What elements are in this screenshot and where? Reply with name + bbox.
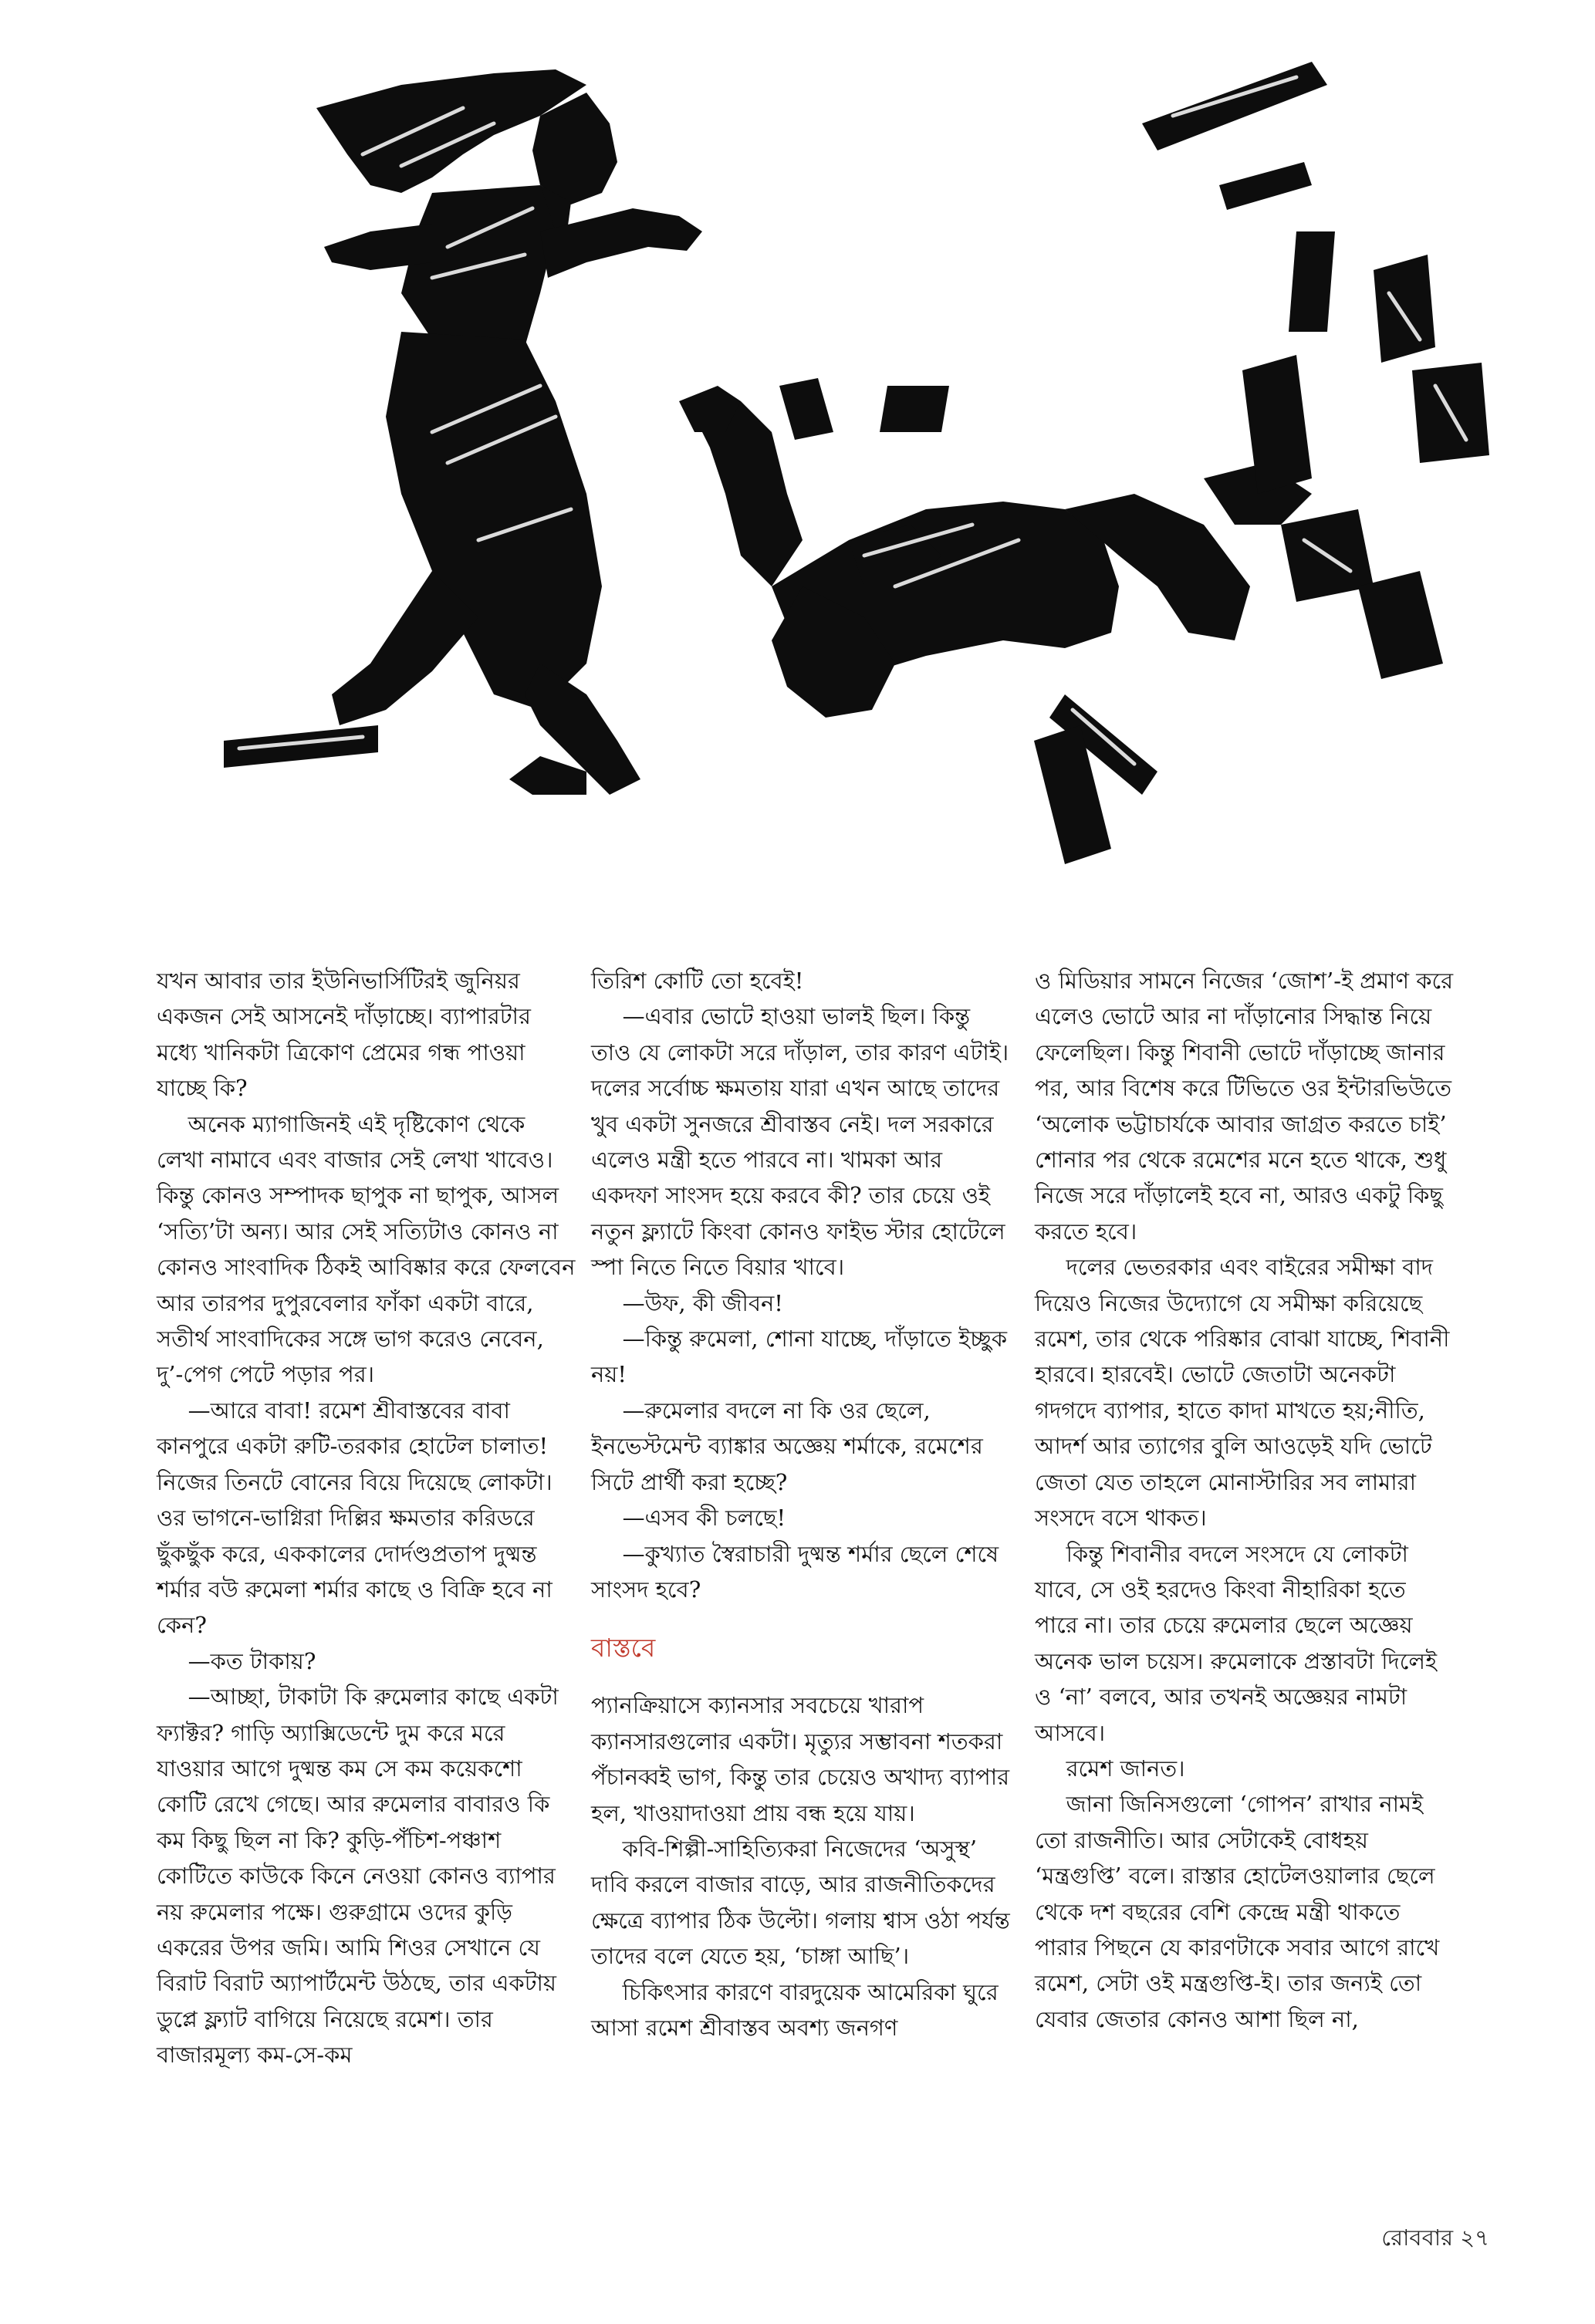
figure-arm-back bbox=[324, 224, 432, 270]
stick-4 bbox=[1374, 255, 1435, 363]
article-column-1 bbox=[157, 963, 577, 2073]
paragraph: —কুখ্যাত স্বৈরাচারী দুষ্মন্ত শর্মার ছেলে শেষে সাংসদ হবে? bbox=[591, 1540, 999, 1603]
paragraph: —এবার ভোটে হাওয়া ভালই ছিল। কিন্তু তাও যে লোকটা সরে দাঁড়াল, তার কারণ এটাই। দলের সর্বোচ্চ ক্ষমতায় যারা এখন আছে তাদের খুব একটা সুনজরে শ্রীবাস্তব নেই। দল সরকারে এলেও মন্ত্রী হতে পারবে না। খামকা আর একদফা সাংসদ হয়ে করবে কী? তার চেয়ে ওই নতুন ফ্ল্যাটে কিংবা কোনও ফাইভ স্টার হোটেলে স্পা নিতে নিতে বিয়ার খাবে। bbox=[591, 1003, 1009, 1281]
stick-1 bbox=[1142, 62, 1327, 150]
stick-8 bbox=[1358, 571, 1443, 679]
paragraph: —উফ, কী জীবন! bbox=[622, 1289, 783, 1316]
paragraph: অনেক ম্যাগাজিনই এই দৃষ্টিকোণ থেকে লেখা নামাবে এবং বাজার সেই লেখা খাবেও। কিন্তু কোনও সম্পাদক ছাপুক না ছাপুক, আসল ‘সত্যি’টা অন্য। আর সেই সত্যিটাও কোনও না কোনও সাংবাদিক ঠিকই আবিষ্কার করে ফেলবেন আর তারপর দুপুরবেলার ফাঁকা একটা বারে, সতীর্থ সাংবাদিকের সঙ্গে ভাগ করেও নেবেন, দু’-পেগ পেটে পড়ার পর। bbox=[157, 1110, 576, 1388]
paragraph: —কিন্তু রুমেলা, শোনা যাচ্ছে, দাঁড়াতে ইচ্ছুক নয়! bbox=[591, 1326, 1007, 1388]
paragraph: কবি-শিল্পী-সাহিত্যিকরা নিজেদের ‘অসুস্থ’ দাবি করলে বাজার বাড়ে, আর রাজনীতিকদের ক্ষেত্রে ব্যাপার ঠিক উল্টো। গলায় শ্বাস ওঠা পর্যন্ত তাদের বলে যেতে হয়, ‘চাঙ্গা আছি’। bbox=[591, 1835, 1010, 1970]
paragraph: যখন আবার তার ইউনিভার্সিটিরই জুনিয়র একজন সেই আসনেই দাঁড়াচ্ছে। ব্যাপারটার মধ্যে খানিকটা ত্রিকোণ প্রেমের গন্ধ পাওয়া যাচ্ছে কি? bbox=[157, 968, 531, 1102]
paragraph: জানা জিনিসগুলো ‘গোপন’ রাখার নামই তো রাজনীতি। আর সেটাকেই বোধহয় ‘মন্ত্রগুপ্তি’ বলে। রাস্তার হোটেলওয়ালার ছেলে থেকে দশ বছরের বেশি কেন্দ্রে মন্ত্রী থাকতে পারার পিছনে যে কারণটাকে সবার আগে রাখে রমেশ, সেটা ওই মন্ত্রগুপ্তি-ই। তার জন্যই তো যেবার জেতার কোনও আশা ছিল না, bbox=[1035, 1791, 1440, 2032]
article-column-3 bbox=[1035, 963, 1455, 2037]
stick-12 bbox=[880, 386, 949, 432]
paragraph: —কত টাকায়? bbox=[188, 1647, 316, 1674]
paragraph: প্যানক্রিয়াসে ক্যানসার সবচেয়ে খারাপ ক্যানসারগুলোর একটা। মৃত্যুর সম্ভাবনা শতকরা পঁচানব্বই ভাগ, কিন্তু তার চেয়েও অখাদ্য ব্যাপার হল, খাওয়াদাওয়া প্রায় বন্ধ হয়ে যায়। bbox=[591, 1692, 1010, 1826]
stick-3 bbox=[1289, 231, 1335, 332]
paragraph: —আরে বাবা! রমেশ শ্রীবাস্তবের বাবা কানপুরে একটা রুটি-তরকার হোটেল চালাত! নিজের তিনটে বোনের বিয়ে দিয়েছে লোকটা। ওর ভাগনে-ভাগ্নিরা দিল্লির ক্ষমতার করিডরে ছুঁকছুঁক করে, এককালের দোর্দণ্ডপ্রতাপ দুষ্মন্ত শর্মার বউ রুমেলা শর্মার কাছে ও বিক্রি হবে না কেন? bbox=[157, 1397, 553, 1639]
paragraph: —রুমেলার বদলে না কি ওর ছেলে, ইনভেস্টমেন্ট ব্যাঙ্কার অজ্ঞেয় শর্মাকে, রমেশের সিটে প্রার্থী করা হচ্ছে? bbox=[591, 1397, 983, 1495]
paragraph: —এসব কী চলছে! bbox=[622, 1505, 786, 1532]
paragraph: —আচ্ছা, টাকাটা কি রুমেলার কাছে একটা ফ্যাক্টর? গাড়ি অ্যাক্সিডেন্টে দুম করে মরে যাওয়ার আগে দুষ্মন্ত কম সে কম কয়েকশো কোটি রেখে গেছে। আর রুমেলার বাবারও কি কম কিছু ছিল না কি? কুড়ি-পঁচিশ-পঞ্চাশ কোটিতে কাউকে কিনে নেওয়া কোনও ব্যাপার নয় রুমেলার পক্ষে। গুরুগ্রামে ওদের কুড়ি একরের উপর জমি। আমি শিওর সেখানে যে বিরাট বিরাট অ্যাপার্টমেন্ট উঠছে, তার একটায় ডুপ্লে ফ্ল্যাট বাগিয়ে নিয়েছে রমেশ। তার বাজারমূল্য কম-সে-কম bbox=[157, 1684, 559, 2069]
section-heading: বাস্তবে bbox=[591, 1633, 656, 1664]
article-column-2 bbox=[591, 963, 1012, 2045]
stick-13 bbox=[779, 378, 833, 440]
paragraph: তিরিশ কোটি তো হবেই! bbox=[591, 968, 804, 994]
paragraph: কিন্তু শিবানীর বদলে সংসদে যে লোকটা যাবে, সে ওই হরদেও কিংবা নীহারিকা হতে পারে না। তার চেয়ে রুমেলার ছেলে অজ্ঞেয় অনেক ভাল চয়েস। রুমেলাকে প্রস্তাবটা দিলেই ও ‘না’ বলবে, আর তখনই অজ্ঞেয়র নামটা আসবে। bbox=[1035, 1540, 1438, 1746]
stick-2 bbox=[1219, 162, 1312, 210]
cut-paper-illustration bbox=[0, 0, 1595, 941]
paragraph: দলের ভেতরকার এবং বাইরের সমীক্ষা বাদ দিয়েও নিজের উদ্যোগে যে সমীক্ষা করিয়েছে রমেশ, তার থেকে পরিষ্কার বোঝা যাচ্ছে, শিবানী হারবে। হারবেই। ভোটে জেতাটা অনেকটা গদগদে ব্যাপার, হাতে কাদা মাখতে হয়;নীতি, আদর্শ আর ত্যাগের বুলি আওড়েই যদি ভোটে জেতা যেত তাহলে মোনাস্টারির সব লামারা সংসদে বসে থাকত। bbox=[1035, 1254, 1450, 1532]
paragraph: রমেশ জানত। bbox=[1066, 1755, 1185, 1782]
paragraph: চিকিৎসার কারণে বারদুয়েক আমেরিকা ঘুরে আসা রমেশ শ্রীবাস্তব অবশ্য জনগণ bbox=[591, 1978, 999, 2041]
page-footer-folio: রোববার ২৭ bbox=[1381, 2224, 1489, 2251]
figure-foot bbox=[509, 756, 586, 795]
paragraph: ও মিডিয়ার সামনে নিজের ‘জোশ’-ই প্রমাণ করে এলেও ভোটে আর না দাঁড়ানোর সিদ্ধান্ত নিয়ে ফেলেছিল। কিন্তু শিবানী ভোটে দাঁড়াচ্ছে জানার পর, আর বিশেষ করে টিভিতে ওর ইন্টারভিউতে ‘অলোক ভট্টাচার্যকে আবার জাগ্রত করতে চাই’ শোনার পর থেকে রমেশের মনে হতে থাকে, শুধু নিজে সরে দাঁড়ালেই হবে না, আরও একটু কিছু করতে হবে। bbox=[1035, 968, 1454, 1245]
